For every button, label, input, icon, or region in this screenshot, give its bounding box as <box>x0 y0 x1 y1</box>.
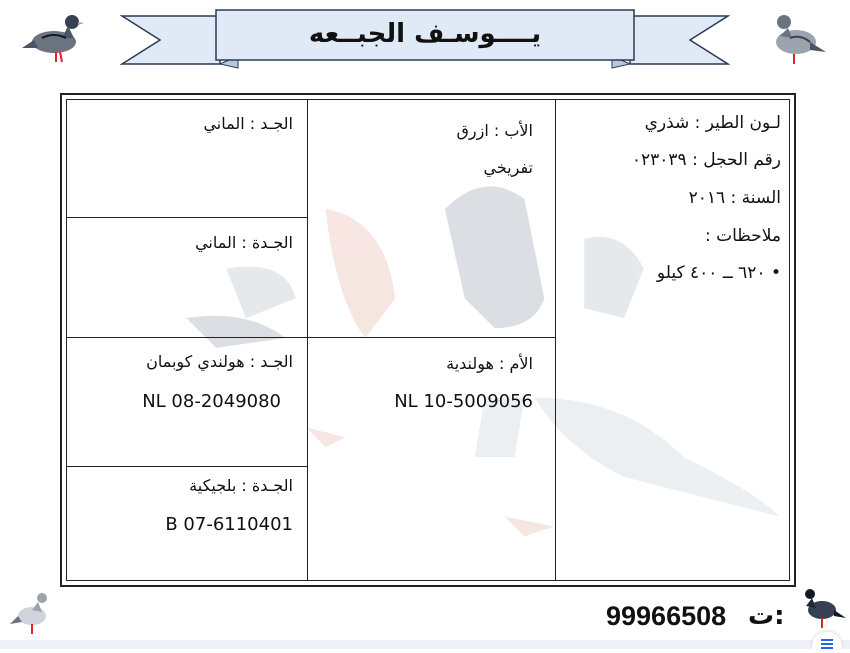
father-note: تفريخي <box>483 158 533 177</box>
maternal-grandfather-line: الجـد : هولندي كوبمان <box>146 352 293 371</box>
menu-button[interactable] <box>812 632 842 649</box>
bottom-right-pigeon-icon <box>798 584 848 632</box>
maternal-grandmother-ring: B 07-6110401 <box>165 514 293 535</box>
divider-vertical-1 <box>307 100 308 580</box>
pedigree-grid <box>66 99 790 581</box>
phone-label: ت: <box>748 601 785 631</box>
paternal-grandmother-line: الجـدة : الماني <box>195 233 293 252</box>
divider-horizontal-mid <box>67 337 555 338</box>
bottom-bar <box>0 640 850 649</box>
bird-color-line: لـون الطير : شذري <box>644 113 781 133</box>
paternal-grandfather-line: الجـد : الماني <box>203 114 293 133</box>
bottom-left-pigeon-icon <box>8 588 56 640</box>
pedigree-frame <box>60 93 796 587</box>
maternal-grandmother-line: الجـدة : بلجيكية <box>189 476 293 495</box>
maternal-grandfather-ring: NL 08-2049080 <box>142 391 281 412</box>
divider-vertical-2 <box>555 100 556 580</box>
father-line: الأب : ازرق <box>456 121 533 140</box>
mother-line: الأم : هولندية <box>446 354 533 373</box>
top-right-pigeon-icon <box>766 6 830 68</box>
mother-ring: NL 10-5009056 <box>394 391 533 412</box>
divider-horizontal-left-2 <box>67 466 307 467</box>
menu-icon <box>812 632 842 649</box>
phone-number: 99966508 <box>606 600 727 631</box>
bird-ring-line: رقم الحجل : ٠٢٣٠٣٩ <box>631 150 781 170</box>
bird-notes-label: ملاحظات : <box>704 226 781 246</box>
divider-horizontal-left-1 <box>67 217 307 218</box>
top-left-pigeon-icon <box>20 4 88 66</box>
page-title: يــــوسـف الجبــعه <box>308 19 542 49</box>
pigeon-watermark-icon <box>67 100 789 580</box>
bird-notes-value: • ٦٢٠ ــ ٤٠٠ كيلو <box>656 263 781 283</box>
bird-year-line: السنة : ٢٠١٦ <box>688 188 781 208</box>
